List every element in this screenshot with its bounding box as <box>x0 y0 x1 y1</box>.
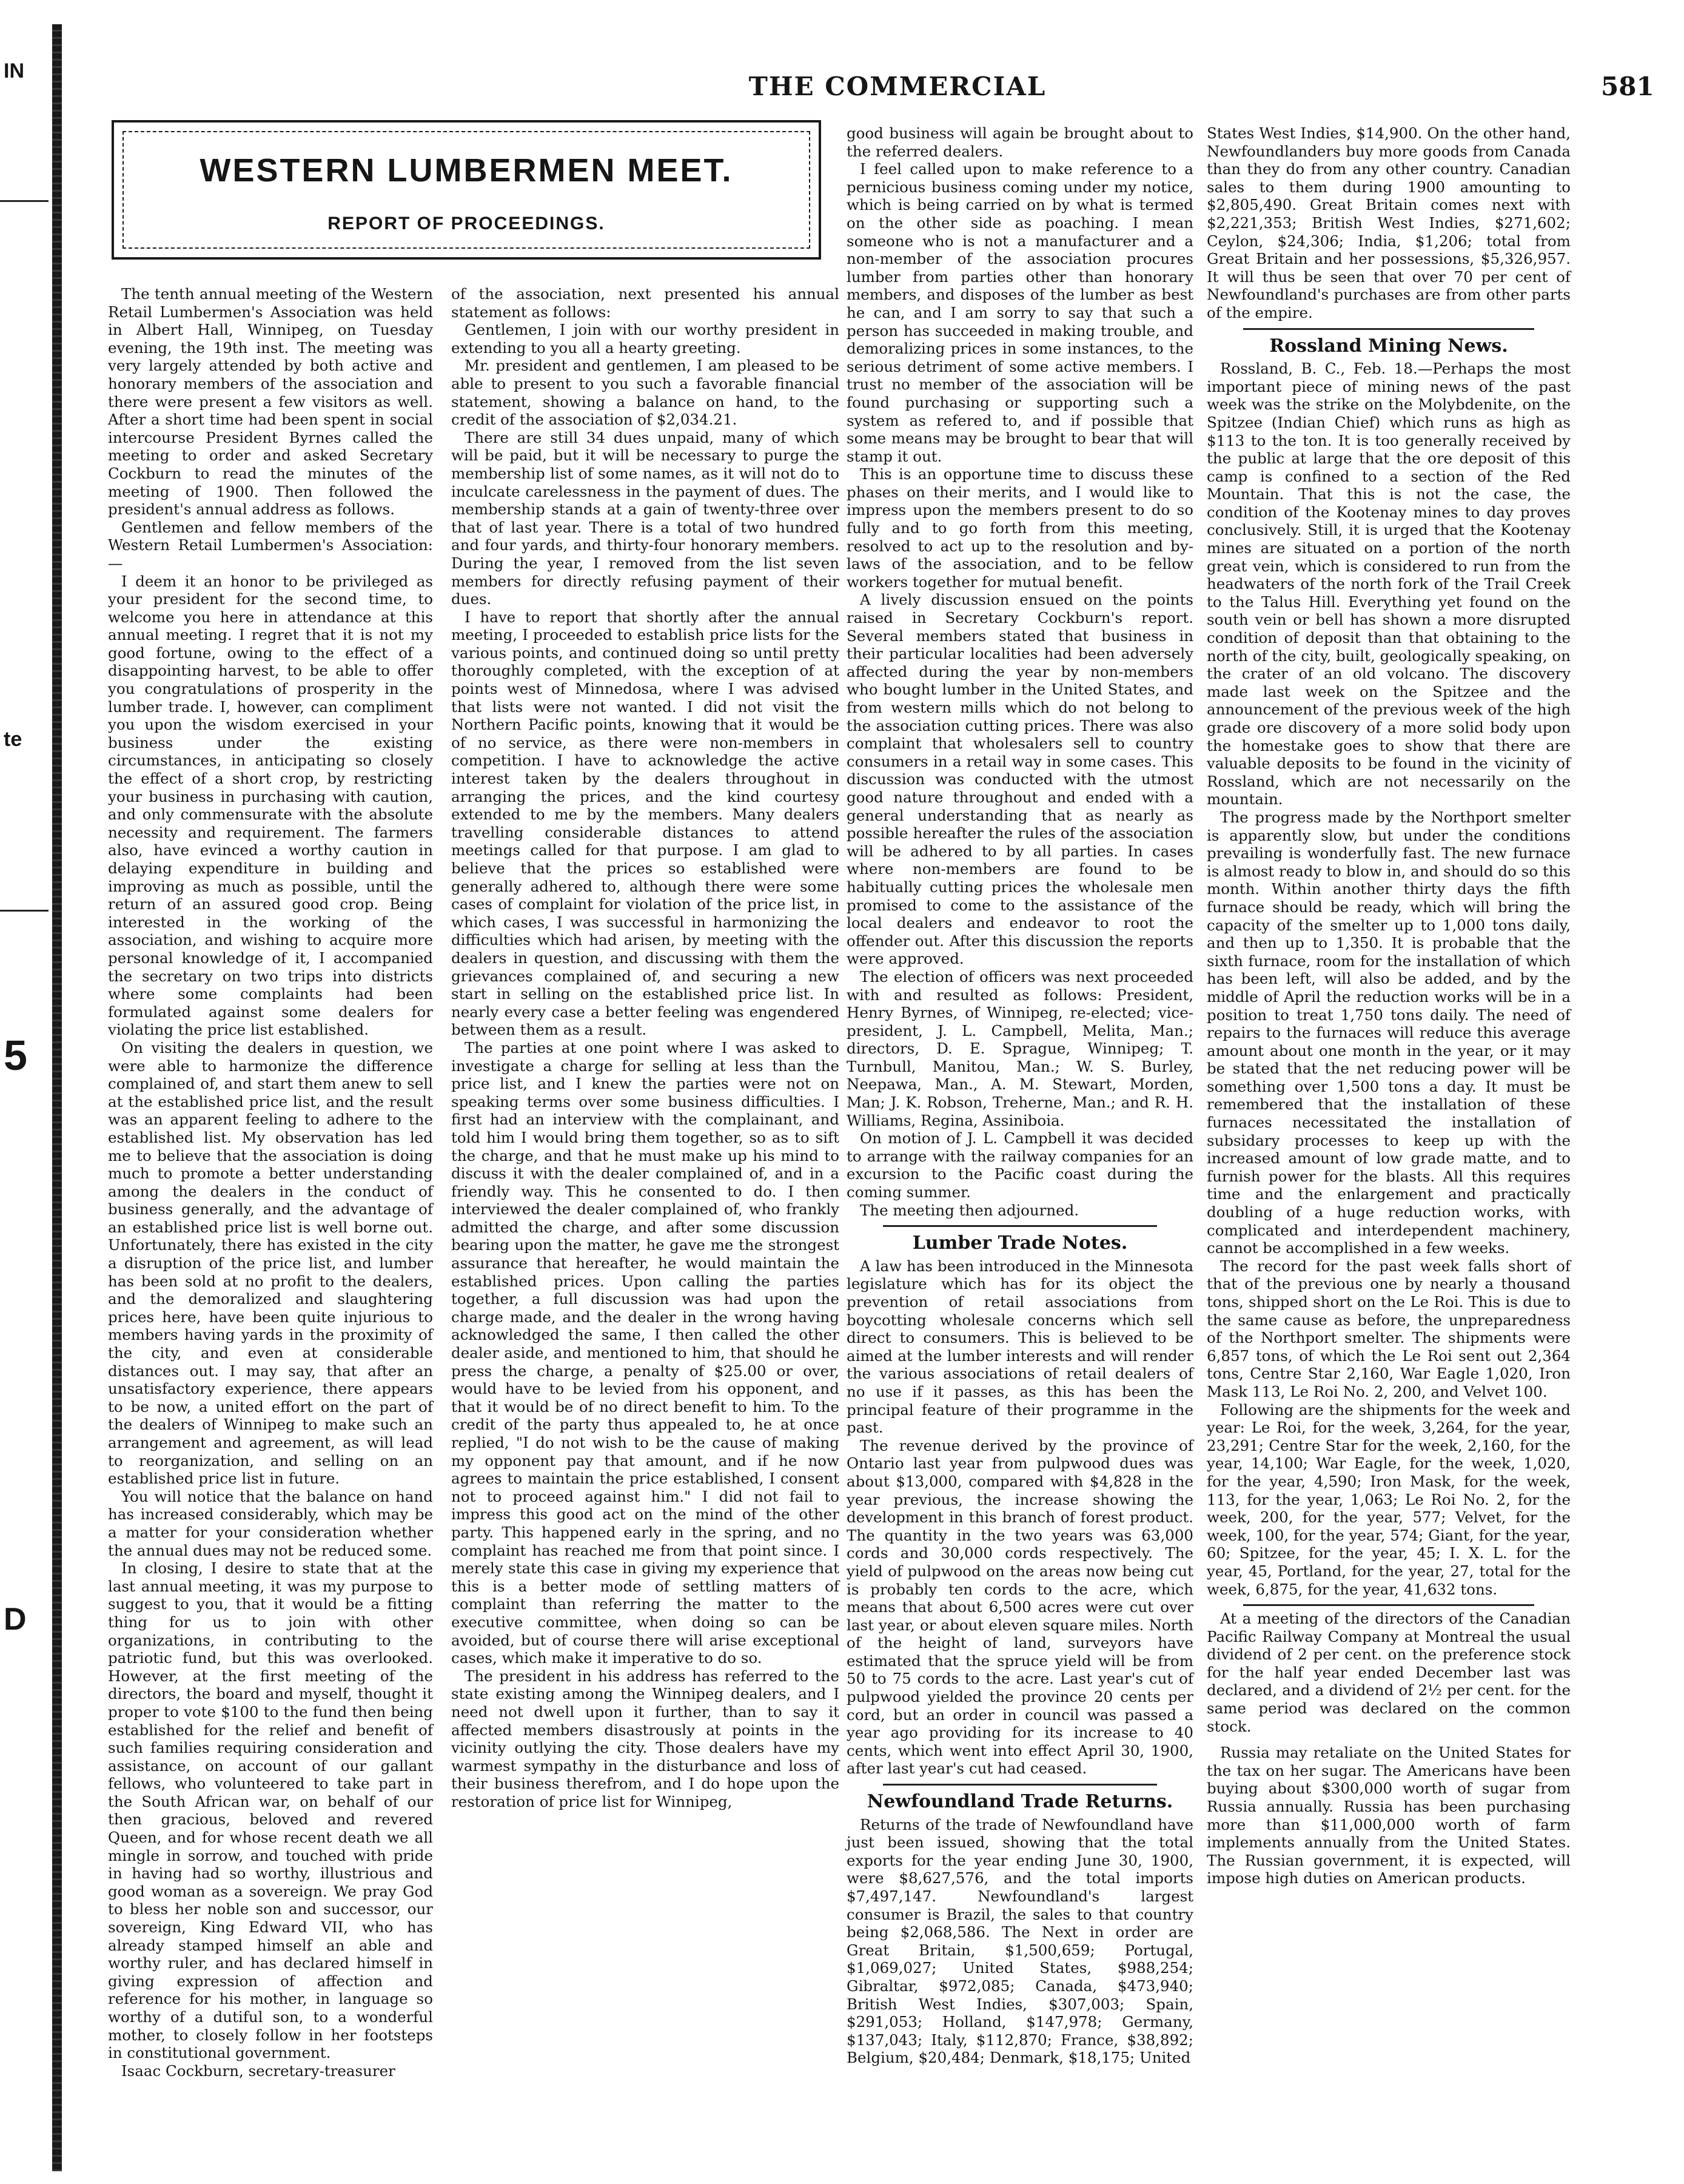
article-title: WESTERN LUMBERMEN MEET. <box>200 152 733 189</box>
paragraph: I feel called upon to make reference to a pernicious business coming under my notice, which is being carried on by what is termed on the other side as poaching. I mean someone who is not a manufacturer and a non-member of the association procures lumber from parties other than honorary members, and disposes of the lumber as best he can, and I am sorry to say that such a person has succeeded in making trouble, and demoralizing prices in some instances, to the serious detriment of some active members. I trust no member of the association will be found purchasing or supporting such a system as refered to, and if possible that some means may be brought to bear that will stamp it out. <box>847 160 1193 465</box>
section-rule <box>883 1225 1157 1227</box>
paragraph: Returns of the trade of Newfoundland have just been issued, showing that the total exports for the year ending June 30, 1900, were $8,627,576, and the total imports $7,497,147. Newfoundland's largest consumer is Brazil, the sales to that country being $2,068,586. The Next in order are Great Britain, $1,500,659; Portugal, $1,069,027; United States, $988,254; Gibraltar, $972,085; Canada, $473,940; British West Indies, $307,003; Spain, $291,053; Holland, $147,978; Germany, $137,043; Italy, $112,870; France, $38,892; Belgium, $20,484; Denmark, $18,175; United <box>847 1815 1193 2067</box>
paragraph: The record for the past week falls short of that of the previous one by nearly a thousand tons, shipped short on the Le Roi. This is due to the same cause as before, the unpreparedness of the Northport smelter. The shipments were 6,857 tons, of which the Le Roi sent out 2,364 tons, Centre Star 2,160, War Eagle 1,020, Iron Mask 113, Le Roi No. 2, 200, and Velvet 100. <box>1207 1257 1571 1400</box>
paragraph: Isaac Cockburn, secretary-treasurer <box>121 2061 395 2080</box>
gutter-fragment: IN <box>4 59 24 82</box>
paragraph: Russia may retaliate on the United States for the tax on her sugar. The Americans have been buying about $300,000 worth of sugar from Russia annually. Russia has been purchasing more than $11,000,000 worth of farm implements annually from the United States. The Russian government, it is expected, will impose high duties on American products. <box>1207 1744 1571 1887</box>
paragraph: At a meeting of the directors of the Canadian Pacific Railway Company at Montreal the usual dividend of 2 per cent. on the preference stock for the half year ended December last was declared, and a dividend of 2½ per cent. for the same period was declared on the common stock. <box>1207 1610 1571 1735</box>
paragraph: You will notice that the balance on hand has increased considerably, which may be a matter for your consideration whether the annual dues may not be reduced some. <box>108 1487 433 1559</box>
article-title-box <box>112 120 821 260</box>
paragraph: I have to report that shortly after the annual meeting, I proceeded to establish price lists for the various points, and continued doing so until pretty thoroughly completed, with the exception of at points west of Minnedosa, where I was advised that lists were not wanted. I did not visit the Northern Pacific points, knowing that it would be of no service, as there were non-members in competition. I have to acknowledge the active interest taken by the dealers throughout in arranging the prices, and the kind courtesy extended to me by the members. Many dealers travelling considerable distances to attend meetings called for that purpose. I am glad to believe that the prices so established were generally adhered to, although there were some cases of complaint for violation of the price list, in which cases, I was successful in harmonizing the difficulties which had arisen, by meeting with the dealers in question, and discussing with them the grievances complained of, and securing a new start in selling on the established price list. In nearly every case a better feeling was engendered between them as a result. <box>451 608 839 1039</box>
paragraph: I deem it an honor to be privileged as your president for the second time, to welcome you here in attendance at this annual meeting. I regret that it is not my good fortune, owing to the effect of a disappointing harvest, to be able to offer you congratulations of prosperity in the lumber trade. I, however, can compliment you upon the wisdom exercised in your business under the existing circumstances, in anticipating so closely the effect of a short crop, by restricting your business in purchasing with caution, and only commensurate with the absolute necessity and requirement. The farmers also, have evinced a worthy caution in delaying expenditure in building and improving as much as possible, until the return of an assured good crop. Being interested in the working of the association, and wishing to acquire more personal knowledge of it, I accompanied the secretary on two trips into districts where some complaints had been formulated against some dealers for violating the price list established. <box>108 572 433 1039</box>
paragraph: The meeting then adjourned. <box>860 1201 1079 1219</box>
gutter-fragment: 5 <box>4 1032 27 1079</box>
paragraph: Gentlemen, I join with our worthy president in extending to you all a hearty greeting. <box>451 321 839 357</box>
paragraph: Following are the shipments for the week and year: Le Roi, for the week, 3,264, for the year, 23,291; Centre Star for the week, 2,160, for the year, 14,100; War Eagle, for the week, 1,020, for the year, 4,590; Iron Mask, for the week, 113, for the year, 1,063; Le Roi No. 2, for the week, 200, for the year, 577; Velvet, for the week, 100, for the year, 574; Giant, for the year, 60; Spitzee, for the year, 45; I. X. L. for the year, 45, Portland, for the year, 27, total for the week, 6,875, for the year, 41,632 tons. <box>1207 1400 1571 1598</box>
gutter-rule <box>0 910 49 912</box>
column-1 <box>108 285 433 2080</box>
paragraph: The election of officers was next proceeded with and resulted as follows: President, Henry Byrnes, of Winnipeg, re-elected; vice-president, J. L. Campbell, Melita, Man.; directors, D. E. Sprague, Winnipeg; T. Turnbull, Manitou, Man.; W. S. Burley, Neepawa, Man., A. M. Stewart, Morden, Man; J. K. Robson, Treherne, Man.; and R. H. Williams, Regina, Assiniboia. <box>847 967 1193 1129</box>
paragraph: Rossland, B. C., Feb. 18.—Perhaps the most important piece of mining news of the past week was the strike on the Molybdenite, on the Spitzee (Indian Chief) which runs as high as $113 to the ton. It is too generally received by the public at large that the ore deposit of this camp is confined to a section of the Red Mountain. That this is not the case, the condition of the Kootenay mines to day proves conclusively. Still, it is urged that the Kootenay mines are situated on a portion of the north great vein, which is considered to run from the headwaters of the north fork of the Trail Creek to the Talus Hill. Everything yet found on the south vein or bell has shown a more disrupted condition of deposit than that obtaining to the north of the city, built, geologically speaking, on the crater of an old volcano. The discovery made last week on the Spitzee and the announcement of the previous week of the high grade ore discovery of a more solid body upon the homestake goes to show that there are valuable deposits to be found in the vicinity of Rossland, which are not necessarily on the mountain. <box>1207 360 1571 808</box>
rossland-heading: Rossland Mining News. <box>1269 335 1508 357</box>
paragraph: This is an opportune time to discuss these phases on their merits, and I would like to impress upon the members present to do so fully and to go forth from this meeting, resolved to act up to the resolution and by-laws of the association, and to be fellow workers together for mutual benefit. <box>847 465 1193 591</box>
masthead: THE COMMERCIAL <box>748 72 1047 101</box>
paragraph: The parties at one point where I was asked to investigate a charge for selling at less than the price list, and I knew the parties were not on speaking terms over some business difficulties. I first had an interview with the complainant, and told him I would bring them together, so as to sift the charge, and that he must make up his mind to discuss it with the dealer complained of, and in a friendly way. This he consented to do. I then interviewed the dealer complained of, who frankly admitted the charge, and after some discussion bearing upon the matter, he gave me the strongest assurance that hereafter, he would maintain the established prices. Upon calling the parties together, a full discussion was had upon the charge made, and the dealer in the wrong having acknowledged the same, I then called the other dealer aside, and mentioned to him, that should he press the charge, a penalty of $25.00 or over, would have to be levied from his opponent, and that it would be of no direct benefit to him. To the credit of the party thus appealed to, he at once replied, "I do not wish to be the cause of making my opponent pay that amount, and if he now agrees to maintain the price established, I consent not to proceed against him." I did not fail to impress this good act on the mind of the other party. This happened early in the spring, and no complaint has reached me from that point since. I merely state this case in giving my experience that this is a better mode of settling matters of complaint than referring the matter to the executive committee, when doing so can be avoided, but of course there will arise exceptional cases, which make it imperative to do so. <box>451 1038 839 1667</box>
section-rule <box>883 1784 1157 1786</box>
column-3 <box>847 124 1193 2067</box>
binding-bar <box>52 24 62 2171</box>
paragraph: The revenue derived by the province of Ontario last year from pulpwood dues was about $13,000, compared with $4,828 in the year previous, the increase showing the development in this branch of forest product. The quantity in the two years was 63,000 cords and 30,000 cords respectively. The yield of pulpwood on the areas now being cut is probably ten cords to the acre, which means that about 6,500 acres were cut over last year, or about eleven square miles. North of the height of land, surveyors have estimated that the spruce yield will be from 50 to 75 cords to the acre. Last year's cut of pulpwood yielded the province 20 cents per cord, but an order in council was passed a year ago providing for its increase to 40 cents, which went into effect April 30, 1900, after last year's cut had ceased. <box>847 1436 1193 1778</box>
binding-gutter <box>0 0 73 2184</box>
section-rule <box>1243 1604 1534 1606</box>
paragraph: States West Indies, $14,900. On the other hand, Newfoundlanders buy more goods from Canada than they do from any other country. Canadian sales to them during 1900 amounting to $2,805,490. Great Britain comes next with $2,221,353; British West Indies, $271,602; Ceylon, $24,306; India, $1,206; total from Great Britain and her possessions, $5,326,957. It will thus be seen that over 70 per cent of Newfoundland's purchases are from other parts of the empire. <box>1207 124 1571 321</box>
paragraph: The president in his address has referred to the state existing among the Winnipeg dealers, and I need not dwell upon it further, than to say it affected members disastrously at points in the vicinity outlying the city. Those dealers have my warmest sympathy in the disturbance and loss of their business therefrom, and I do hope upon the restoration of price list for Winnipeg, <box>451 1667 839 1810</box>
lumber-heading: Lumber Trade Notes. <box>912 1232 1128 1254</box>
article-subtitle: REPORT OF PROCEEDINGS. <box>327 213 605 234</box>
paragraph: A law has been introduced in the Minnesota legislature which has for its object the prevention of retail associations from boycotting wholesale concerns which sell direct to consumers. This is believed to be aimed at the lumber interests and will render the various associations of retail dealers of no use if it passes, as this has been the principal feature of their programme in the past. <box>847 1257 1193 1437</box>
paragraph: The tenth annual meeting of the Western Retail Lumbermen's Association was held in Albert Hall, Winnipeg, on Tuesday evening, the 19th inst. The meeting was very largely attended by both active and honorary members of the association and there were present a few visitors as well. After a short time had been spent in social intercourse President Byrnes called the meeting to order and asked Secretary Cockburn to read the minutes of the meeting of 1900. Then followed the president's annual address as follows. <box>108 285 433 519</box>
paragraph: of the association, next presented his annual statement as follows: <box>451 285 839 321</box>
column-4 <box>1207 124 1571 1887</box>
paragraph: The progress made by the Northport smelter is apparently slow, but under the conditions prevailing is wonderfully fast. The new furnace is almost ready to blow in, and should do so this month. Within another thirty days the fifth furnace should be ready, which will bring the capacity of the smelter up to 1,000 tons daily, and then up to 1,350. It is probable that the sixth furnace, room for the installation of which has been left, will also be added, and by the middle of April the reduction works will be in a position to treat 1,750 tons daily. The need of repairs to the furnaces will reduce this average amount about one month in the year, or it may be stated that the net reducing power will be something over 1,500 tons a day. It must be remembered that the installation of these furnaces necessitated the installation of subsidary processes to keep up with the increased amount of low grade matte, and to furnish power for the blasts. All this requires time and the enlargement and practically doubling of a huge reduction works, with complicated and interdependent machinery, cannot be accomplished in a few weeks. <box>1207 808 1571 1257</box>
paragraph: Gentlemen and fellow members of the Western Retail Lumbermen's Association:— <box>108 518 433 572</box>
paragraph: A lively discussion ensued on the points raised in Secretary Cockburn's report. Several members stated that business in their particular localities had been adversely affected during the year by non-members who bought lumber in the United States, and from western mills which do not belong to the association cutting prices. There was also complaint that wholesalers sell to country consumers in a retail way in some cases. This discussion was conducted with the utmost good nature throughout and ended with a general understanding that as nearly as possible hereafter the rules of the association will be adhered to by all parties. In cases where non-members are found to be habitually cutting prices the wholesale men promised to come to the assistance of the local dealers and endeavor to root the offender out. After this discussion the reports were approved. <box>847 591 1193 968</box>
gutter-fragment: te <box>4 728 22 751</box>
page-number: 581 <box>1601 72 1654 101</box>
paragraph: On visiting the dealers in question, we were able to harmonize the difference complained of, and start them anew to sell at the established price list, and the result was an apparent feeling to adhere to the established list. My observation has led me to believe that the association is doing much to promote a better understanding among the dealers in the conduct of business generally, and the advantage of an established price list is well borne out. Unfortunately, there has existed in the city a disruption of the price list, and lumber has been sold at no profit to the dealers, and the demoralized and slaughtering prices here, have been quite injurious to members having yards in the proximity of the city, and even at considerable distances out. I may say, that after an unsatisfactory experience, there appears to be now, a united effort on the part of the dealers of Winnipeg to make such an arrangement and agreement, as will lead to reorganization, and selling on an established price list in future. <box>108 1038 433 1488</box>
nfld-heading: Newfoundland Trade Returns. <box>867 1791 1173 1813</box>
paragraph: Mr. president and gentlemen, I am pleased to be able to present to you such a favorable financial statement, showing a balance on hand, to the credit of the association of $2,034.21. <box>451 357 839 429</box>
paragraph: In closing, I desire to state that at the last annual meeting, it was my purpose to suggest to you, that it would be a fitting thing for us to join with other organizations, in contributing to the patriotic fund, but this was overlooked. However, at the first meeting of the directors, the board and myself, thought it proper to vote $100 to the fund then being established for the relief and benefit of such families requiring consideration and assistance, on account of our gallant fellows, who volunteered to take part in the South African war, on behalf of our then gracious, beloved and revered Queen, and for whose recent death we all mingle in sorrow, and touched with pride in having had so worthy, illustrious and good woman as a sovereign. We pray God to bless her noble son and successor, our sovereign, King Edward VII, who has already stamped himself an able and worthy ruler, and has declared himself in giving expression of affection and reference for his mother, in language so worthy of a dutiful son, to a wonderful mother, to closely follow in her footsteps in constitutional government. <box>108 1559 433 2062</box>
section-rule <box>1243 328 1534 330</box>
paragraph: On motion of J. L. Campbell it was decided to arrange with the railway companies for an excursion to the Pacific coast during the coming summer. <box>847 1129 1193 1201</box>
paragraph: There are still 34 dues unpaid, many of which will be paid, but it will be necessary to purge the membership list of some names, as it will not do to inculcate carelessness in the payment of dues. The membership stands at a gain of twenty-three over that of last year. There is a total of two hundred and four yards, and thirty-four honorary members. During the year, I removed from the list seven members for directly refusing payment of their dues. <box>451 428 839 608</box>
gutter-fragment: D <box>4 1602 27 1637</box>
paragraph: good business will again be brought about to the referred dealers. <box>847 124 1193 160</box>
column-2 <box>451 285 839 1810</box>
gutter-rule <box>0 200 49 202</box>
